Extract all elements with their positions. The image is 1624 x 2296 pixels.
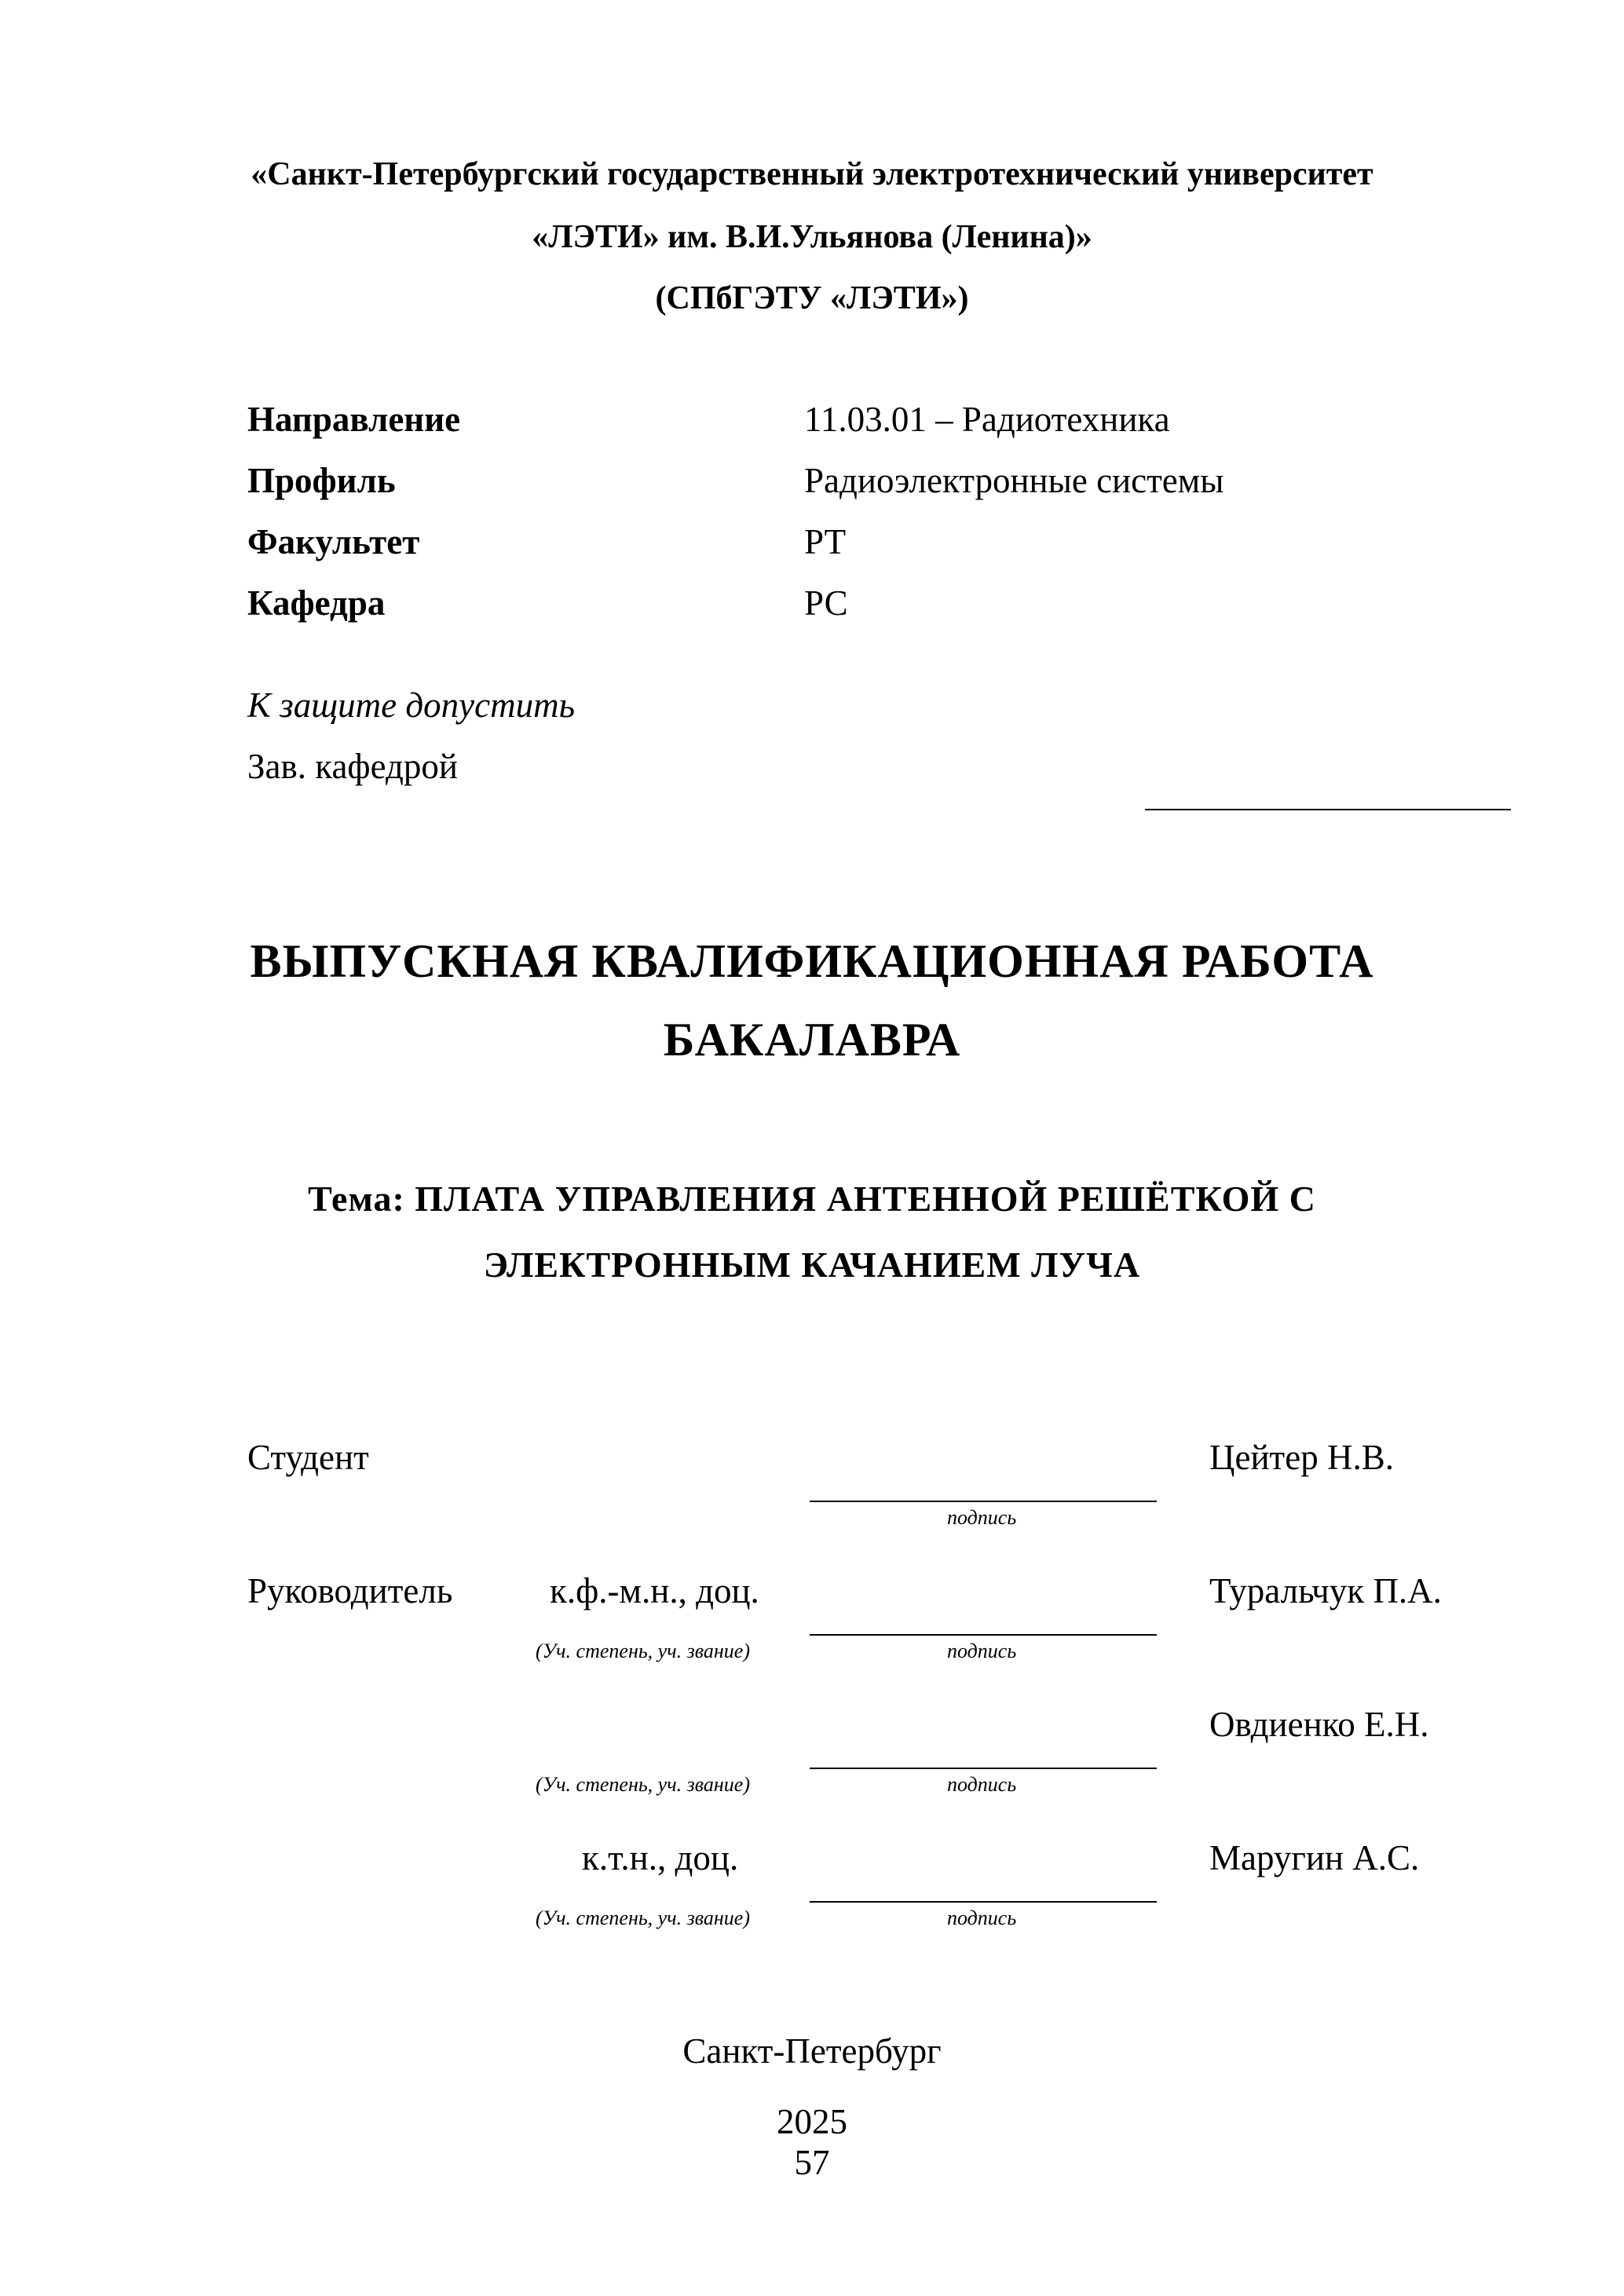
field-value-department: РС xyxy=(804,583,848,623)
year: 2025 xyxy=(777,2102,847,2141)
supervisor2-degree-caption: (Уч. степень, уч. звание) xyxy=(536,1773,750,1796)
city: Санкт-Петербург xyxy=(682,2031,942,2071)
admit-to-defense: К защите допустить xyxy=(247,686,576,725)
student-name: Цейтер Н.В. xyxy=(1209,1438,1394,1477)
head-of-department: Зав. кафедрой xyxy=(247,747,458,786)
university-abbreviation: (СПбГЭТУ «ЛЭТИ») xyxy=(655,280,969,316)
supervisor3-degree-caption: (Уч. степень, уч. звание) xyxy=(536,1907,750,1929)
supervisor3-name: Маругин А.С. xyxy=(1209,1838,1420,1877)
supervisor1-signature-line xyxy=(810,1634,1157,1636)
thesis-title-line1: ВЫПУСКНАЯ КВАЛИФИКАЦИОННАЯ РАБОТА xyxy=(250,935,1374,987)
field-label-direction: Направление xyxy=(247,400,461,439)
university-name-line1: «Санкт-Петербургский государственный электротехнический университет xyxy=(251,156,1373,192)
topic-text-line1: ПЛАТА УПРАВЛЕНИЯ АНТЕННОЙ РЕШЁТКОЙ С xyxy=(415,1179,1316,1219)
supervisor1-name: Туральчук П.А. xyxy=(1209,1571,1442,1610)
page-number: 57 xyxy=(794,2143,830,2182)
thesis-title-line2: БАКАЛАВРА xyxy=(663,1014,961,1066)
supervisor-role: Руководитель xyxy=(247,1571,453,1610)
supervisor1-degree-caption: (Уч. степень, уч. звание) xyxy=(536,1640,750,1662)
supervisor1-degree: к.ф.-м.н., доц. xyxy=(550,1571,759,1610)
student-signature-caption: подпись xyxy=(947,1506,1017,1529)
supervisor2-signature-line xyxy=(810,1768,1157,1769)
student-role: Студент xyxy=(247,1438,369,1477)
student-signature-line xyxy=(810,1501,1157,1502)
topic-prefix: Тема: xyxy=(308,1179,405,1219)
topic-text-line2: ЭЛЕКТРОННЫМ КАЧАНИЕМ ЛУЧА xyxy=(483,1245,1141,1285)
field-value-profile: Радиоэлектронные системы xyxy=(804,461,1224,500)
field-label-profile: Профиль xyxy=(247,461,396,500)
field-label-faculty: Факультет xyxy=(247,522,420,561)
supervisor2-signature-caption: подпись xyxy=(947,1773,1017,1796)
university-name-line2: «ЛЭТИ» им. В.И.Ульянова (Ленина)» xyxy=(532,219,1092,255)
supervisor1-signature-caption: подпись xyxy=(947,1640,1017,1662)
field-label-department: Кафедра xyxy=(247,583,386,623)
supervisor3-degree: к.т.н., доц. xyxy=(582,1838,739,1877)
head-signature-line xyxy=(1145,809,1511,810)
supervisor3-signature-caption: подпись xyxy=(947,1907,1017,1929)
field-value-direction: 11.03.01 – Радиотехника xyxy=(804,400,1170,439)
supervisor3-signature-line xyxy=(810,1901,1157,1903)
supervisor2-name: Овдиенко Е.Н. xyxy=(1209,1705,1429,1744)
topic-line1 xyxy=(0,1178,1624,1219)
field-value-faculty: РТ xyxy=(804,522,847,561)
